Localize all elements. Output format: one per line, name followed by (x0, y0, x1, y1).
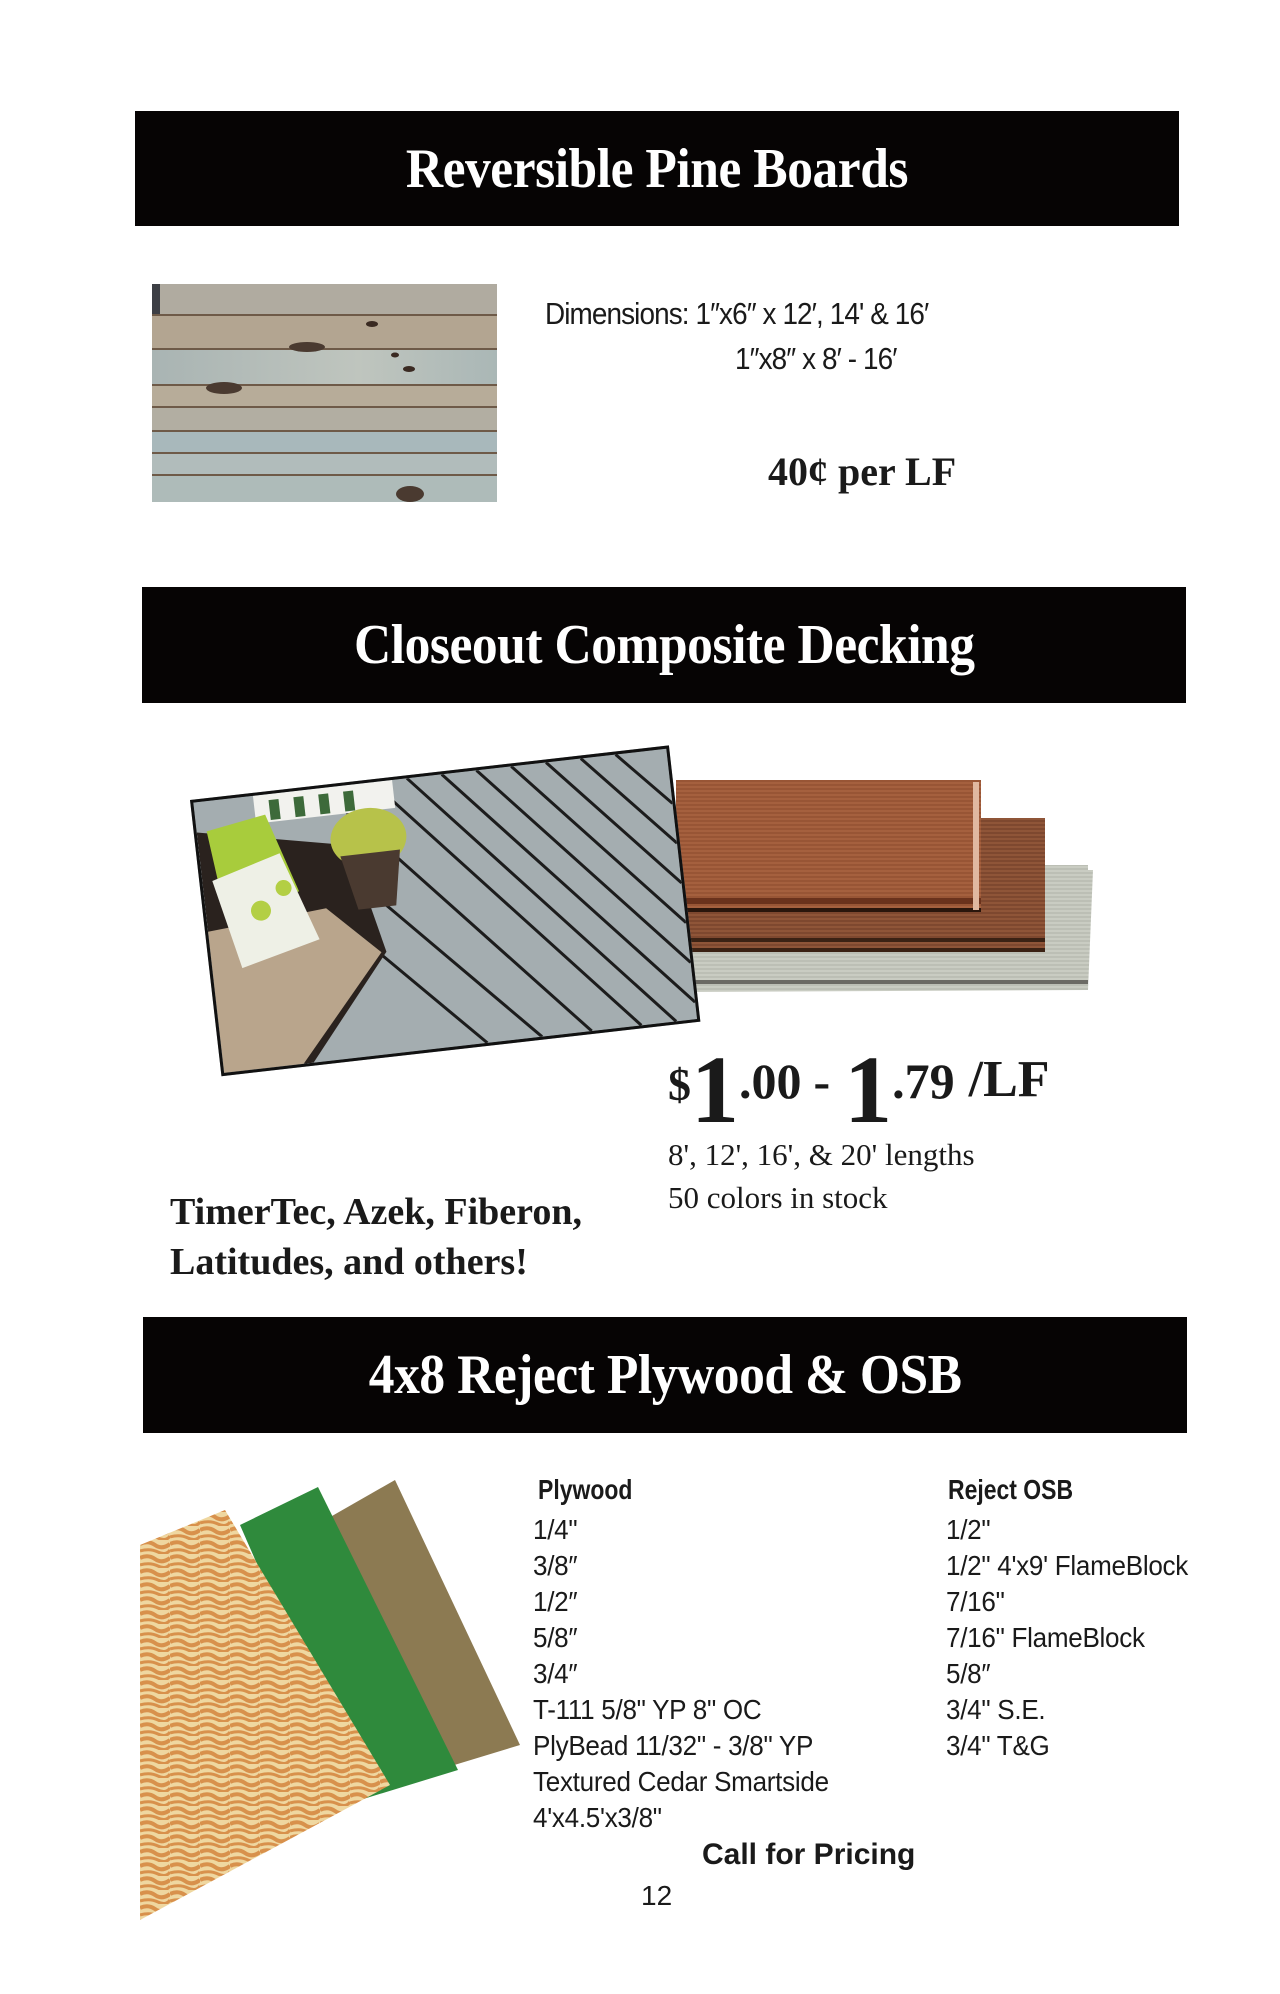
section-title: Reversible Pine Boards (405, 137, 909, 200)
list-item: 1/2" 4'x9' FlameBlock (946, 1550, 1189, 1581)
deck-patio-photo (190, 745, 700, 1076)
call-for-pricing: Call for Pricing (702, 1838, 916, 1871)
plywood-heading: Plywood (538, 1474, 633, 1505)
list-item: 7/16" (946, 1586, 1005, 1617)
price-high-cents: .79 (892, 1053, 955, 1109)
section-title: Closeout Composite Decking (353, 614, 975, 676)
list-item: 3/4" S.E. (946, 1694, 1046, 1725)
decking-brands-line-2: Latitudes, and others! (170, 1241, 528, 1283)
decking-boards-samples (668, 770, 1098, 995)
list-item: PlyBead 11/32" - 3/8" YP (533, 1730, 814, 1761)
list-item: 7/16" FlameBlock (946, 1622, 1145, 1653)
list-item: 3/4″ (533, 1658, 578, 1689)
list-item: T-111 5/8" YP 8" OC (533, 1694, 762, 1725)
list-item: 3/4" T&G (946, 1730, 1050, 1761)
list-item: 1/4" (533, 1514, 578, 1545)
decking-lengths: 8', 12', 16', & 20' lengths (668, 1137, 975, 1172)
pine-dimensions-line-1: Dimensions: 1″x6″ x 12′, 14' & 16′ (545, 296, 929, 331)
list-item: Textured Cedar Smartside (533, 1766, 829, 1797)
price-high-whole: 1 (844, 1036, 893, 1143)
section-banner-pine-boards (135, 111, 1179, 226)
price-low-cents: .00 (739, 1053, 802, 1109)
pine-price: 40¢ per LF (768, 449, 957, 494)
price-low-whole: 1 (691, 1036, 739, 1143)
price-currency: $ (668, 1059, 691, 1110)
osb-heading: Reject OSB (948, 1474, 1074, 1505)
plywood-sheets-photo (140, 1470, 520, 1920)
page-number: 12 (641, 1880, 673, 1911)
plywood-list (533, 1512, 851, 1836)
pine-boards-photo (152, 284, 497, 502)
list-item: 4'x4.5'x3/8" (533, 1802, 662, 1833)
decking-colors: 50 colors in stock (668, 1180, 888, 1215)
price-unit: /LF (968, 1051, 1050, 1108)
list-item: 1/2" (946, 1514, 991, 1545)
list-item: 5/8″ (533, 1622, 578, 1653)
decking-price (668, 1036, 1050, 1143)
section-banner-plywood-osb (143, 1317, 1187, 1433)
section-title: 4x8 Reject Plywood & OSB (368, 1344, 962, 1406)
price-separator: - (813, 1053, 831, 1109)
section-banner-composite-decking (142, 587, 1186, 703)
list-item: 3/8″ (533, 1550, 578, 1581)
list-item: 5/8″ (946, 1658, 991, 1689)
decking-brands-line-1: TimerTec, Azek, Fiberon, (170, 1191, 582, 1233)
list-item: 1/2″ (533, 1586, 578, 1617)
pine-dimensions-line-2: 1″x8″ x 8′ - 16′ (735, 341, 897, 376)
osb-list (946, 1512, 1280, 1764)
